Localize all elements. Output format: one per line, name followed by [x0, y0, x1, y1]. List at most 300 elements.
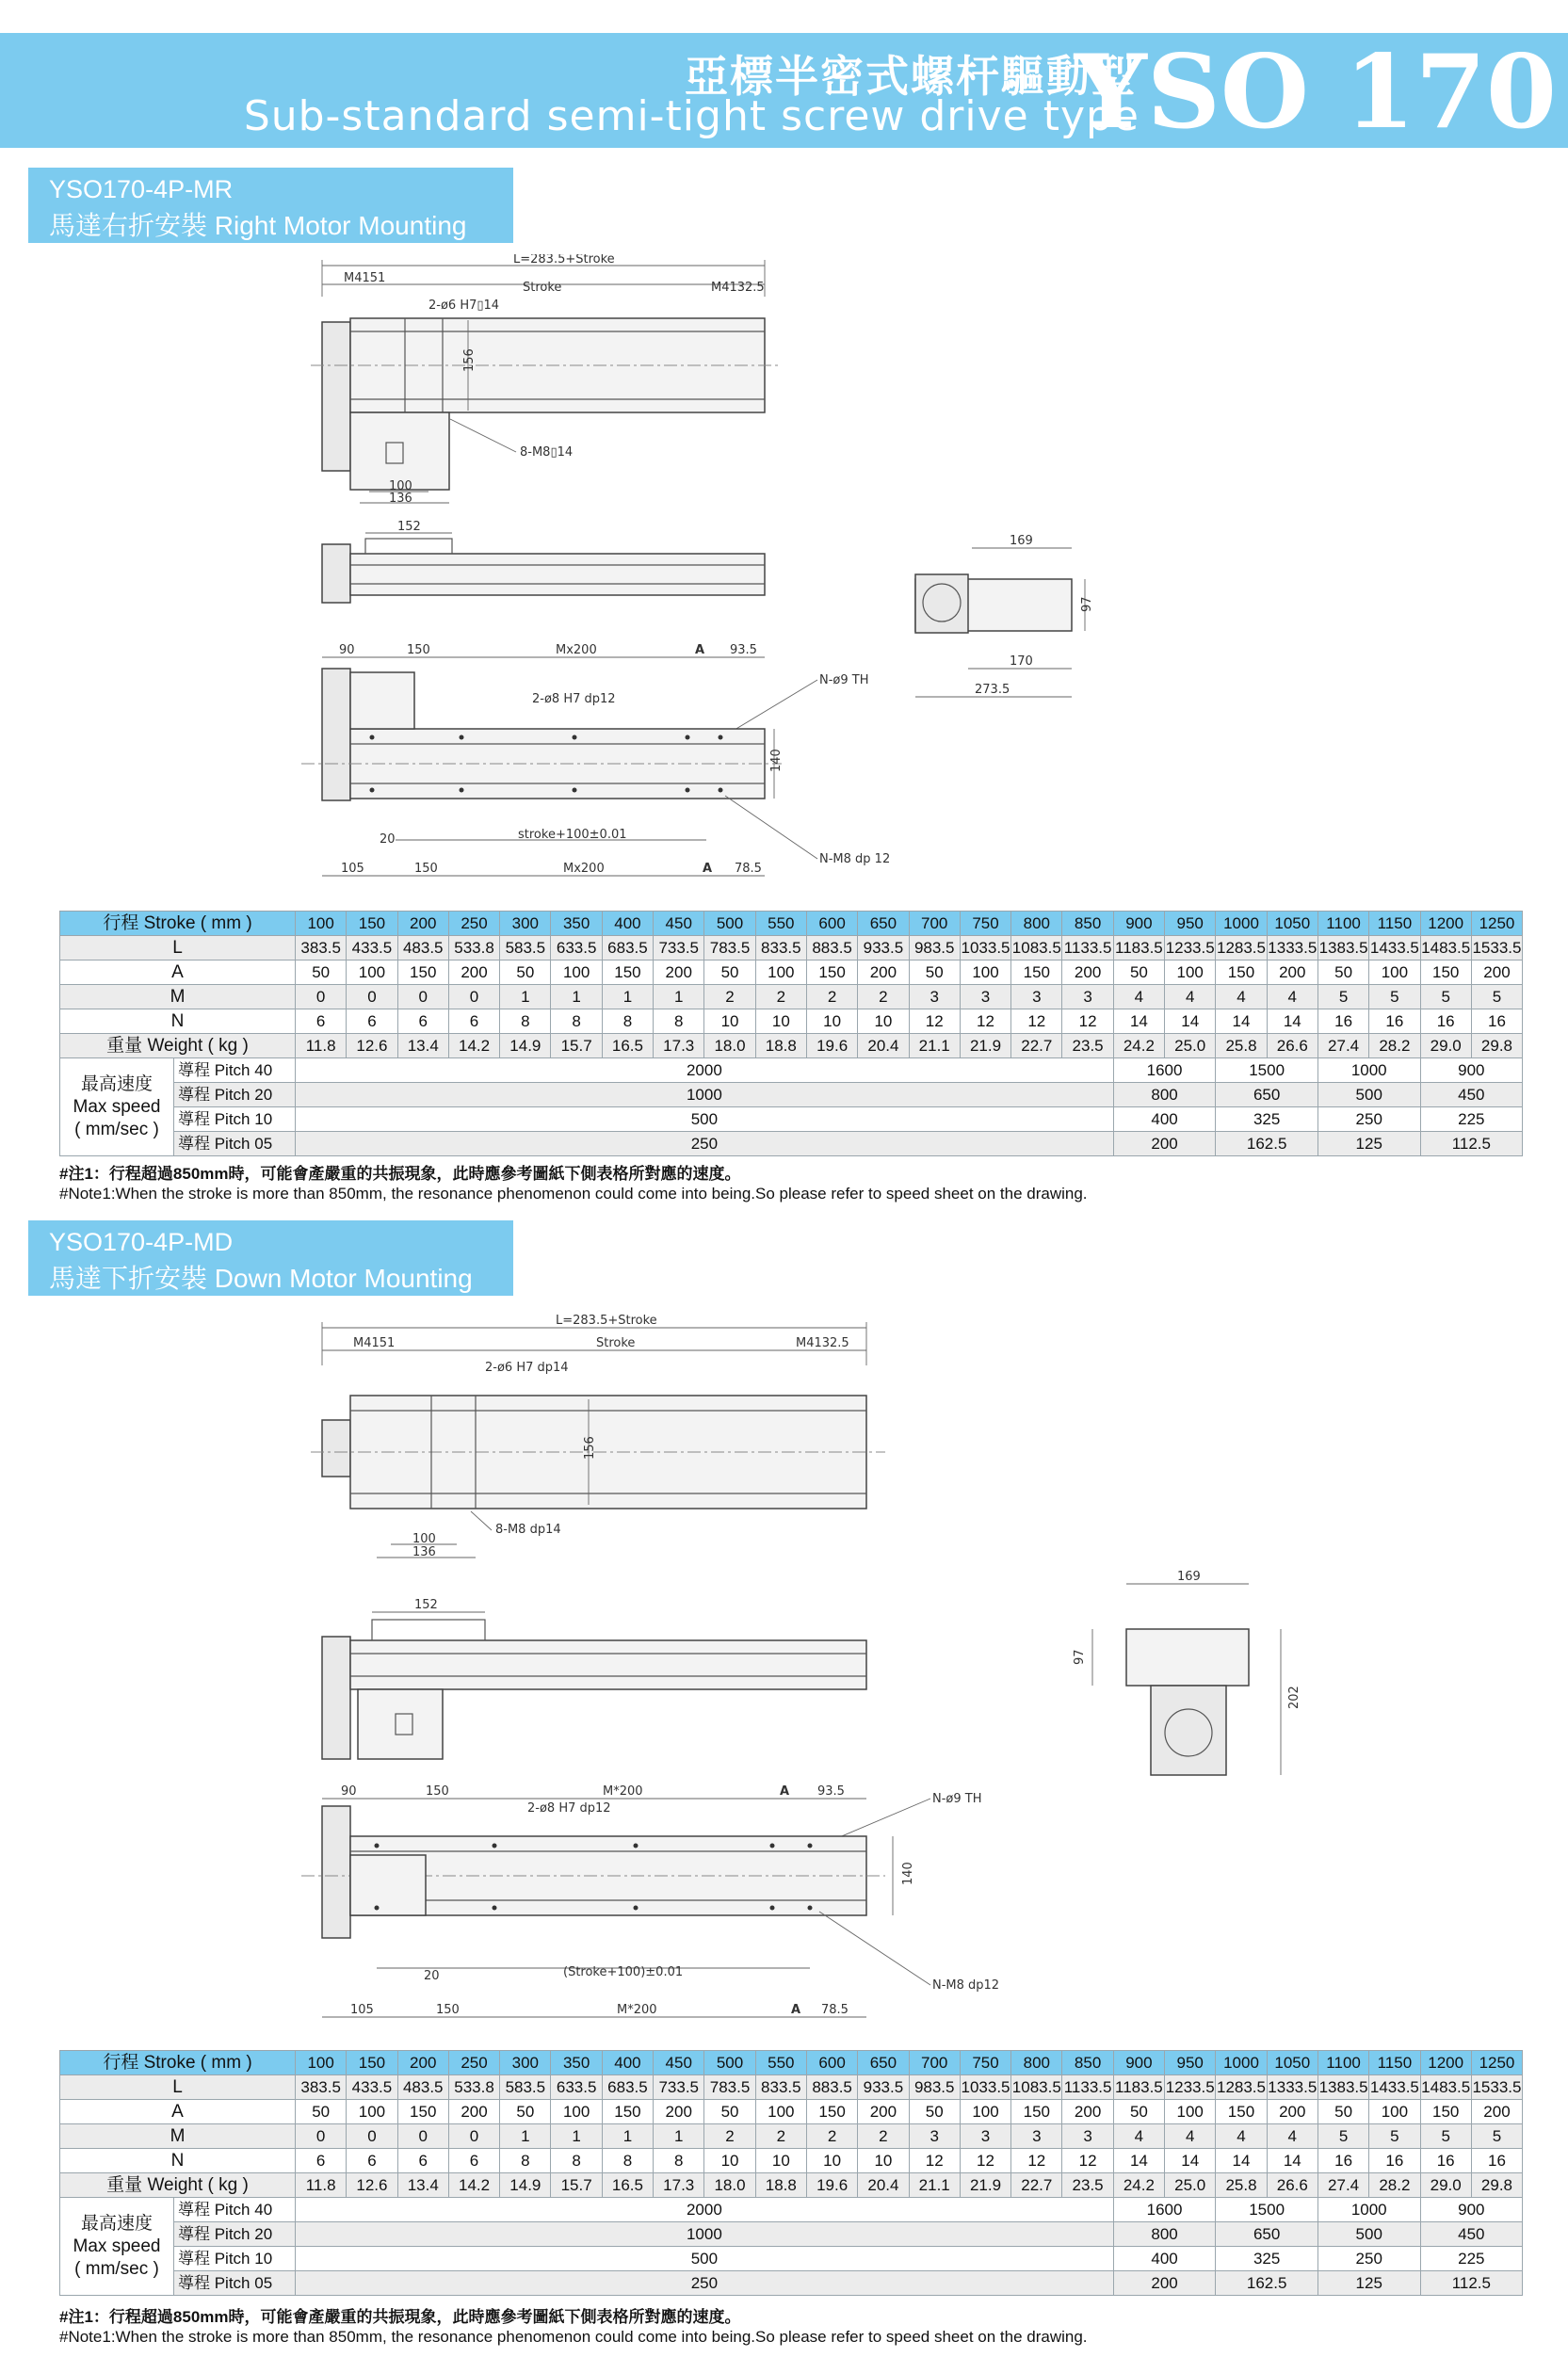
cell: 0: [397, 2124, 448, 2149]
cell: 1050: [1267, 912, 1317, 936]
cell: 0: [347, 985, 397, 1009]
cell: 0: [397, 985, 448, 1009]
dim-78: 78.5: [821, 2003, 849, 2017]
cell: 18.8: [755, 2173, 806, 2198]
cell: 433.5: [347, 2075, 397, 2100]
cell: 383.5: [296, 936, 347, 960]
cell: 1383.5: [1317, 936, 1368, 960]
cell: 16: [1369, 2149, 1420, 2173]
cell: 1533.5: [1471, 2075, 1522, 2100]
section-model: YSO170-4P-MD: [49, 1228, 234, 1256]
cell: 100: [1369, 2100, 1420, 2124]
dim-97: 97: [1080, 596, 1094, 612]
cell: 550: [755, 912, 806, 936]
dim-150b: 150: [436, 2003, 460, 2017]
speed-value: 325: [1216, 1107, 1318, 1132]
header-model: YSO 170: [1074, 33, 1557, 152]
cell: 2: [755, 2124, 806, 2149]
cell: 150: [1420, 2100, 1471, 2124]
drawing-right-motor: [0, 254, 1568, 899]
dim-90: 90: [341, 1784, 357, 1799]
cell: 5: [1471, 2124, 1522, 2149]
cell: 683.5: [602, 2075, 653, 2100]
dim-m200: Mx200: [556, 643, 597, 657]
cell: 250: [448, 912, 499, 936]
cell: 13.4: [397, 1034, 448, 1058]
speed-value: 500: [1317, 2222, 1420, 2247]
dim-tap: 8-M8 dp14: [495, 1523, 561, 1537]
cell: 1200: [1420, 2051, 1471, 2075]
cell: 50: [296, 2100, 347, 2124]
cell: 750: [960, 2051, 1010, 2075]
cell: 600: [806, 912, 857, 936]
weight-row: [60, 2173, 1523, 2198]
spec-table-right-motor: [59, 911, 1523, 1156]
cell: 100: [1369, 960, 1420, 985]
row-label: N: [60, 1009, 296, 1034]
bottom-view: [301, 643, 890, 876]
cell: 100: [551, 960, 602, 985]
cell: 4: [1216, 2124, 1267, 2149]
cell: 26.6: [1267, 2173, 1317, 2198]
weight-row: [60, 1034, 1523, 1058]
side-view: [322, 520, 765, 603]
speed-base: 1000: [296, 2222, 1114, 2247]
cell: 100: [551, 2100, 602, 2124]
cell: 1: [602, 985, 653, 1009]
dim-20: 20: [380, 832, 396, 847]
dim-90: 90: [339, 643, 355, 657]
cell: 150: [347, 2051, 397, 2075]
cell: 200: [1471, 2100, 1522, 2124]
cell: 200: [1471, 960, 1522, 985]
l-row: [60, 2075, 1523, 2100]
cell: 1033.5: [960, 2075, 1010, 2100]
cell: 29.8: [1471, 2173, 1522, 2198]
section-a: A: [695, 643, 705, 657]
cell: 12: [1011, 2149, 1062, 2173]
dim-stroke: Stroke: [523, 281, 562, 295]
speed-value: 162.5: [1216, 1132, 1318, 1156]
dim-100: 100: [412, 1532, 436, 1546]
cell: 3: [1011, 2124, 1062, 2149]
cell: 14.9: [500, 1034, 551, 1058]
cell: 6: [347, 1009, 397, 1034]
cell: 933.5: [858, 936, 909, 960]
cell: 150: [397, 960, 448, 985]
cell: 433.5: [347, 936, 397, 960]
cell: 100: [296, 912, 347, 936]
cell: 12.6: [347, 1034, 397, 1058]
cell: 5: [1420, 2124, 1471, 2149]
cell: 22.7: [1011, 2173, 1062, 2198]
cell: 100: [755, 960, 806, 985]
cell: 200: [1267, 960, 1317, 985]
stroke-row: [60, 912, 1523, 936]
cell: 1133.5: [1062, 936, 1113, 960]
speed-label-en: Max speed: [73, 1096, 161, 1117]
speed-base: 250: [296, 1132, 1114, 1156]
row-label: 重量 Weight ( kg ): [60, 1034, 296, 1058]
cell: 633.5: [551, 2075, 602, 2100]
cell: 100: [1165, 960, 1216, 985]
dim-stroke-tol: stroke+100±0.01: [518, 828, 627, 842]
cell: 200: [654, 2100, 704, 2124]
cell: 11.8: [296, 1034, 347, 1058]
cell: 10: [806, 2149, 857, 2173]
cell: 4: [1113, 985, 1164, 1009]
cell: 50: [1317, 960, 1368, 985]
cell: 14: [1165, 2149, 1216, 2173]
pitch-label: 導程 Pitch 40: [174, 2198, 296, 2222]
cell: 26.6: [1267, 1034, 1317, 1058]
page-header: [0, 33, 1568, 152]
speed-base: 2000: [296, 2198, 1114, 2222]
dim-m200: M*200: [603, 1784, 643, 1799]
dim-total-length: L=283.5+Stroke: [513, 254, 615, 266]
cell: 3: [960, 985, 1010, 1009]
row-label: 行程 Stroke ( mm ): [60, 2051, 296, 2075]
cell: 1083.5: [1011, 936, 1062, 960]
cell: 13.4: [397, 2173, 448, 2198]
cell: 300: [500, 912, 551, 936]
cell: 0: [296, 2124, 347, 2149]
speed-value: 1000: [1317, 1058, 1420, 1083]
row-label: 行程 Stroke ( mm ): [60, 912, 296, 936]
speed-value: 250: [1317, 1107, 1420, 1132]
cell: 17.3: [654, 1034, 704, 1058]
cell: 16: [1317, 2149, 1368, 2173]
cell: 3: [1062, 2124, 1113, 2149]
cell: 8: [500, 1009, 551, 1034]
cell: 2: [858, 2124, 909, 2149]
cell: 200: [448, 2100, 499, 2124]
cell: 6: [448, 2149, 499, 2173]
cell: 3: [960, 2124, 1010, 2149]
cell: 533.8: [448, 2075, 499, 2100]
dim-holes-bot: N-M8 dp12: [932, 1978, 1000, 1993]
cell: 1433.5: [1369, 936, 1420, 960]
cell: 950: [1165, 2051, 1216, 2075]
dim-105: 105: [341, 862, 364, 876]
cell: 8: [500, 2149, 551, 2173]
dim-150: 150: [407, 643, 430, 657]
cell: 1000: [1216, 2051, 1267, 2075]
cell: 12: [909, 2149, 960, 2173]
cell: 1183.5: [1113, 936, 1164, 960]
end-view: [915, 534, 1094, 697]
dim-holes-top: N-ø9 TH: [819, 673, 869, 687]
cell: 21.9: [960, 1034, 1010, 1058]
cell: 550: [755, 2051, 806, 2075]
cell: 10: [858, 2149, 909, 2173]
cell: 6: [347, 2149, 397, 2173]
cell: 20.4: [858, 1034, 909, 1058]
speed-value: 650: [1216, 2222, 1318, 2247]
cell: 383.5: [296, 2075, 347, 2100]
cell: 14.9: [500, 2173, 551, 2198]
cell: 16: [1420, 2149, 1471, 2173]
dim-height: 156: [462, 348, 477, 372]
cell: 14: [1165, 1009, 1216, 1034]
speed-value: 325: [1216, 2247, 1318, 2271]
note-cn: #注1：行程超過850mm時，可能會產嚴重的共振現象，此時應參考圖紙下側表格所對應的速度。: [59, 1165, 741, 1183]
cell: 5: [1317, 2124, 1368, 2149]
row-label: A: [60, 960, 296, 985]
dim-height: 156: [583, 1436, 597, 1460]
cell: 933.5: [858, 2075, 909, 2100]
cell: 10: [704, 1009, 755, 1034]
speed-value: 225: [1420, 1107, 1523, 1132]
speed-label: [60, 2198, 174, 2296]
cell: 200: [1062, 960, 1113, 985]
cell: 1333.5: [1267, 2075, 1317, 2100]
speed-label-cn: 最高速度: [80, 1074, 153, 1094]
cell: 850: [1062, 912, 1113, 936]
speed-value: 1000: [1317, 2198, 1420, 2222]
cell: 16: [1471, 1009, 1522, 1034]
n-row: [60, 2149, 1523, 2173]
cell: 4: [1216, 985, 1267, 1009]
cell: 783.5: [704, 936, 755, 960]
cell: 783.5: [704, 2075, 755, 2100]
cell: 200: [448, 960, 499, 985]
cell: 6: [448, 1009, 499, 1034]
cell: 300: [500, 2051, 551, 2075]
cell: 150: [347, 912, 397, 936]
cell: 1233.5: [1165, 2075, 1216, 2100]
cell: 1250: [1471, 912, 1522, 936]
dim-150b: 150: [414, 862, 438, 876]
cell: 12: [1062, 1009, 1113, 1034]
cell: 150: [602, 960, 653, 985]
cell: 2: [806, 985, 857, 1009]
cell: 8: [551, 2149, 602, 2173]
end-view: [1073, 1570, 1301, 1775]
cell: 14: [1216, 2149, 1267, 2173]
dim-total-length: L=283.5+Stroke: [556, 1314, 657, 1328]
cell: 400: [602, 912, 653, 936]
stroke-row: [60, 2051, 1523, 2075]
cell: 583.5: [500, 2075, 551, 2100]
dim-right: M4132.5: [796, 1336, 849, 1350]
cell: 100: [347, 2100, 397, 2124]
cell: 1033.5: [960, 936, 1010, 960]
cell: 0: [448, 2124, 499, 2149]
cell: 50: [909, 960, 960, 985]
cell: 500: [704, 2051, 755, 2075]
spec-table-down-motor: [59, 2050, 1523, 2296]
section-a2: A: [703, 862, 713, 876]
speed-row: [60, 1083, 1523, 1107]
speed-value: 200: [1113, 2271, 1216, 2296]
cell: 633.5: [551, 936, 602, 960]
cell: 3: [1062, 985, 1113, 1009]
speed-value: 1500: [1216, 1058, 1318, 1083]
cell: 17.3: [654, 2173, 704, 2198]
cell: 1083.5: [1011, 2075, 1062, 2100]
cell: 900: [1113, 2051, 1164, 2075]
cell: 200: [397, 2051, 448, 2075]
m-row: [60, 2124, 1523, 2149]
cell: 18.8: [755, 1034, 806, 1058]
speed-base: 500: [296, 2247, 1114, 2271]
cell: 150: [1011, 2100, 1062, 2124]
cell: 1150: [1369, 912, 1420, 936]
header-title-cn: 亞標半密式螺杆驅動型: [685, 51, 1137, 102]
dim-152: 152: [414, 1598, 438, 1612]
cell: 100: [960, 2100, 1010, 2124]
cell: 1: [551, 985, 602, 1009]
dim-202: 202: [1287, 1686, 1301, 1709]
dim-93: 93.5: [730, 643, 757, 657]
dim-170: 170: [1010, 654, 1033, 669]
speed-value: 1600: [1113, 2198, 1216, 2222]
cell: 1250: [1471, 2051, 1522, 2075]
cell: 950: [1165, 912, 1216, 936]
cell: 850: [1062, 2051, 1113, 2075]
note-en: #Note1:When the stroke is more than 850mm, the resonance phenomenon could come into being.So please refer to speed sheet on the drawing.: [59, 2328, 1088, 2346]
cell: 12: [1011, 1009, 1062, 1034]
cell: 150: [1216, 2100, 1267, 2124]
cell: 27.4: [1317, 1034, 1368, 1058]
speed-value: 125: [1317, 2271, 1420, 2296]
cell: 1433.5: [1369, 2075, 1420, 2100]
cell: 14: [1113, 2149, 1164, 2173]
cell: 24.2: [1113, 1034, 1164, 1058]
cell: 50: [500, 2100, 551, 2124]
pitch-label: 導程 Pitch 20: [174, 1083, 296, 1107]
dim-150: 150: [426, 1784, 449, 1799]
cell: 900: [1113, 912, 1164, 936]
cell: 1283.5: [1216, 2075, 1267, 2100]
m-row: [60, 985, 1523, 1009]
drawing-down-motor: [0, 1309, 1568, 2043]
section-a: A: [780, 1784, 790, 1799]
row-label: M: [60, 985, 296, 1009]
cell: 16: [1369, 1009, 1420, 1034]
pitch-label: 導程 Pitch 40: [174, 1058, 296, 1083]
cell: 2: [806, 2124, 857, 2149]
cell: 500: [704, 912, 755, 936]
cell: 1000: [1216, 912, 1267, 936]
cell: 750: [960, 912, 1010, 936]
cell: 483.5: [397, 936, 448, 960]
cell: 4: [1165, 2124, 1216, 2149]
cell: 0: [296, 985, 347, 1009]
speed-row: [60, 2222, 1523, 2247]
cell: 25.8: [1216, 2173, 1267, 2198]
cell: 150: [1420, 960, 1471, 985]
bottom-view: [301, 1784, 999, 2017]
cell: 20.4: [858, 2173, 909, 2198]
speed-value: 125: [1317, 1132, 1420, 1156]
cell: 27.4: [1317, 2173, 1368, 2198]
cell: 100: [755, 2100, 806, 2124]
top-view: [311, 1314, 885, 1559]
cell: 800: [1011, 912, 1062, 936]
cell: 6: [397, 2149, 448, 2173]
section-model: YSO170-4P-MR: [49, 175, 234, 203]
speed-value: 112.5: [1420, 1132, 1523, 1156]
cell: 1150: [1369, 2051, 1420, 2075]
speed-value: 250: [1317, 2247, 1420, 2271]
cell: 3: [1011, 985, 1062, 1009]
cell: 29.8: [1471, 1034, 1522, 1058]
cell: 150: [397, 2100, 448, 2124]
cell: 983.5: [909, 2075, 960, 2100]
cell: 883.5: [806, 936, 857, 960]
cell: 14.2: [448, 2173, 499, 2198]
speed-value: 650: [1216, 1083, 1318, 1107]
cell: 150: [1011, 960, 1062, 985]
dim-273: 273.5: [975, 683, 1010, 697]
cell: 12: [960, 1009, 1010, 1034]
cell: 21.1: [909, 1034, 960, 1058]
cell: 350: [551, 2051, 602, 2075]
dim-tap: 8-M8▯14: [520, 445, 574, 460]
cell: 1133.5: [1062, 2075, 1113, 2100]
row-label: M: [60, 2124, 296, 2149]
cell: 1483.5: [1420, 936, 1471, 960]
cell: 23.5: [1062, 1034, 1113, 1058]
section-desc: 馬達右折安裝 Right Motor Mounting: [49, 211, 467, 240]
cell: 200: [654, 960, 704, 985]
cell: 733.5: [654, 936, 704, 960]
cell: 800: [1011, 2051, 1062, 2075]
cell: 16.5: [602, 1034, 653, 1058]
cell: 350: [551, 912, 602, 936]
cell: 8: [654, 1009, 704, 1034]
cell: 1333.5: [1267, 936, 1317, 960]
pitch-label: 導程 Pitch 05: [174, 2271, 296, 2296]
cell: 200: [1062, 2100, 1113, 2124]
cell: 5: [1317, 985, 1368, 1009]
cell: 583.5: [500, 936, 551, 960]
speed-row: [60, 1058, 1523, 1083]
cell: 10: [755, 2149, 806, 2173]
cell: 450: [654, 912, 704, 936]
cell: 50: [1113, 2100, 1164, 2124]
pitch-label: 導程 Pitch 10: [174, 1107, 296, 1132]
dim-140: 140: [769, 749, 784, 772]
cell: 200: [1267, 2100, 1317, 2124]
row-label: L: [60, 2075, 296, 2100]
speed-value: 162.5: [1216, 2271, 1318, 2296]
speed-base: 500: [296, 1107, 1114, 1132]
cell: 1100: [1317, 912, 1368, 936]
cell: 14.2: [448, 1034, 499, 1058]
cell: 2: [858, 985, 909, 1009]
cell: 983.5: [909, 936, 960, 960]
cell: 10: [704, 2149, 755, 2173]
cell: 150: [1216, 960, 1267, 985]
cell: 700: [909, 2051, 960, 2075]
cell: 18.0: [704, 1034, 755, 1058]
cell: 23.5: [1062, 2173, 1113, 2198]
speed-row: [60, 2198, 1523, 2222]
dim-100: 100: [389, 479, 412, 493]
cell: 19.6: [806, 2173, 857, 2198]
dim-136: 136: [412, 1545, 436, 1559]
cell: 1050: [1267, 2051, 1317, 2075]
cell: 0: [347, 2124, 397, 2149]
speed-value: 1600: [1113, 1058, 1216, 1083]
cell: 12: [960, 2149, 1010, 2173]
dim-m200b: Mx200: [563, 862, 605, 876]
cell: 5: [1369, 2124, 1420, 2149]
cell: 50: [704, 2100, 755, 2124]
